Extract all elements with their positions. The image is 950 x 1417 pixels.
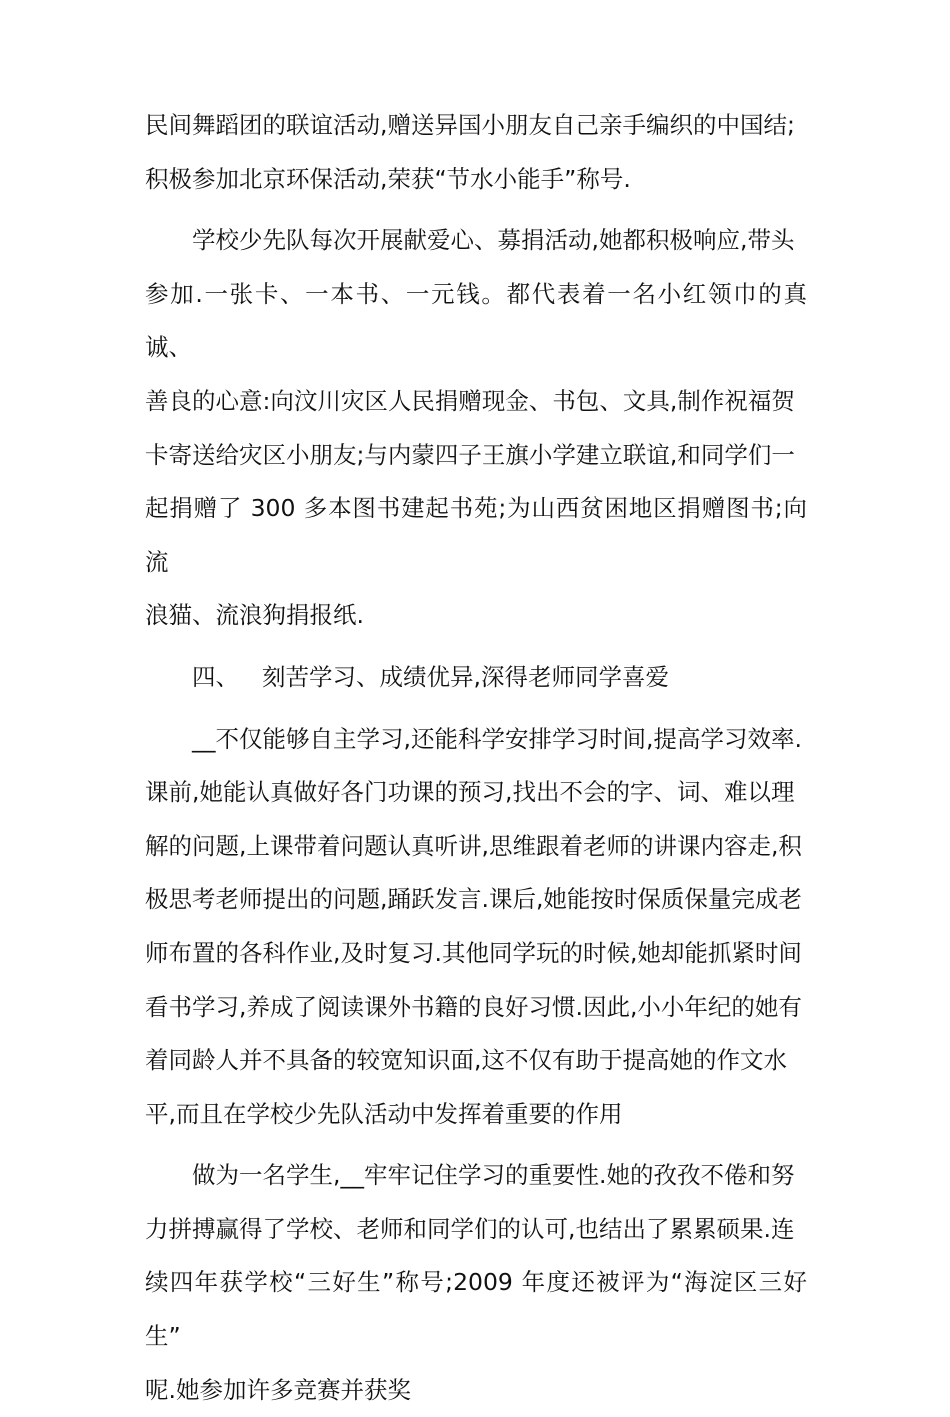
text-line: 师布置的各科作业,及时复习.其他同学玩的时候,她却能抓紧时间 <box>145 938 802 967</box>
section-heading <box>145 651 807 705</box>
text-line: 看书学习,养成了阅读课外书籍的良好习惯.因此,小小年纪的她有 <box>145 992 802 1021</box>
text-line: 着同龄人并不具备的较宽知识面,这不仅有助于提高她的作文水 <box>145 1046 787 1075</box>
text-line: 力拼搏赢得了学校、老师和同学们的认可,也结出了累累硕果.连 <box>145 1214 795 1243</box>
text-line: 续四年获学校“三好生”称号;2009 年度还被评为“海淀区三好生” <box>145 1268 807 1351</box>
text-line: 卡寄送给灾区小朋友;与内蒙四子王旗小学建立联谊,和同学们一 <box>145 440 795 469</box>
text-line: 民间舞蹈团的联谊活动,赠送异国小朋友自己亲手编织的中国结; <box>145 111 795 139</box>
text-line: 解的问题,上课带着问题认真听讲,思维跟着老师的讲课内容走,积 <box>145 831 802 860</box>
text-line: 极思考老师提出的问题,踊跃发言.课后,她能按时保质保量完成老 <box>145 885 802 914</box>
text-line: 平,而且在学校少先队活动中发挥着重要的作用 <box>145 1099 623 1128</box>
section-title: 刻苦学习、成绩优异,深得老师同学喜爱 <box>262 662 669 691</box>
text-line: 参加.一张卡、一本书、一元钱。都代表着一名小红领巾的真诚、 <box>145 279 807 362</box>
text-line: 课前,她能认真做好各门功课的预习,找出不会的字、词、难以理 <box>145 778 795 807</box>
text-line: 呢.她参加许多竞赛并获奖 <box>145 1375 411 1404</box>
paragraph-donation <box>145 214 807 643</box>
text-line: 做为一名学生,__牢牢记住学习的重要性.她的孜孜不倦和努 <box>192 1161 795 1190</box>
document-page <box>145 99 807 1417</box>
paragraph-study <box>145 713 807 1142</box>
text-line: 起捐赠了 300 多本图书建起书苑;为山西贫困地区捐赠图书;向流 <box>145 494 807 576</box>
text-line: __不仅能够自主学习,还能科学安排学习时间,提高学习效率. <box>192 724 802 753</box>
paragraph-continuation <box>145 99 807 206</box>
paragraph-achievements <box>145 1149 807 1417</box>
text-line: 积极参加北京环保活动,荣获“节水小能手”称号. <box>145 164 631 193</box>
section-number: 四、 <box>192 662 239 691</box>
text-line: 浪猫、流浪狗捐报纸. <box>145 601 364 630</box>
text-line: 学校少先队每次开展献爱心、募捐活动,她都积极响应,带头 <box>192 226 795 255</box>
text-line: 善良的心意:向汶川灾区人民捐赠现金、书包、文具,制作祝福贺 <box>145 386 795 415</box>
